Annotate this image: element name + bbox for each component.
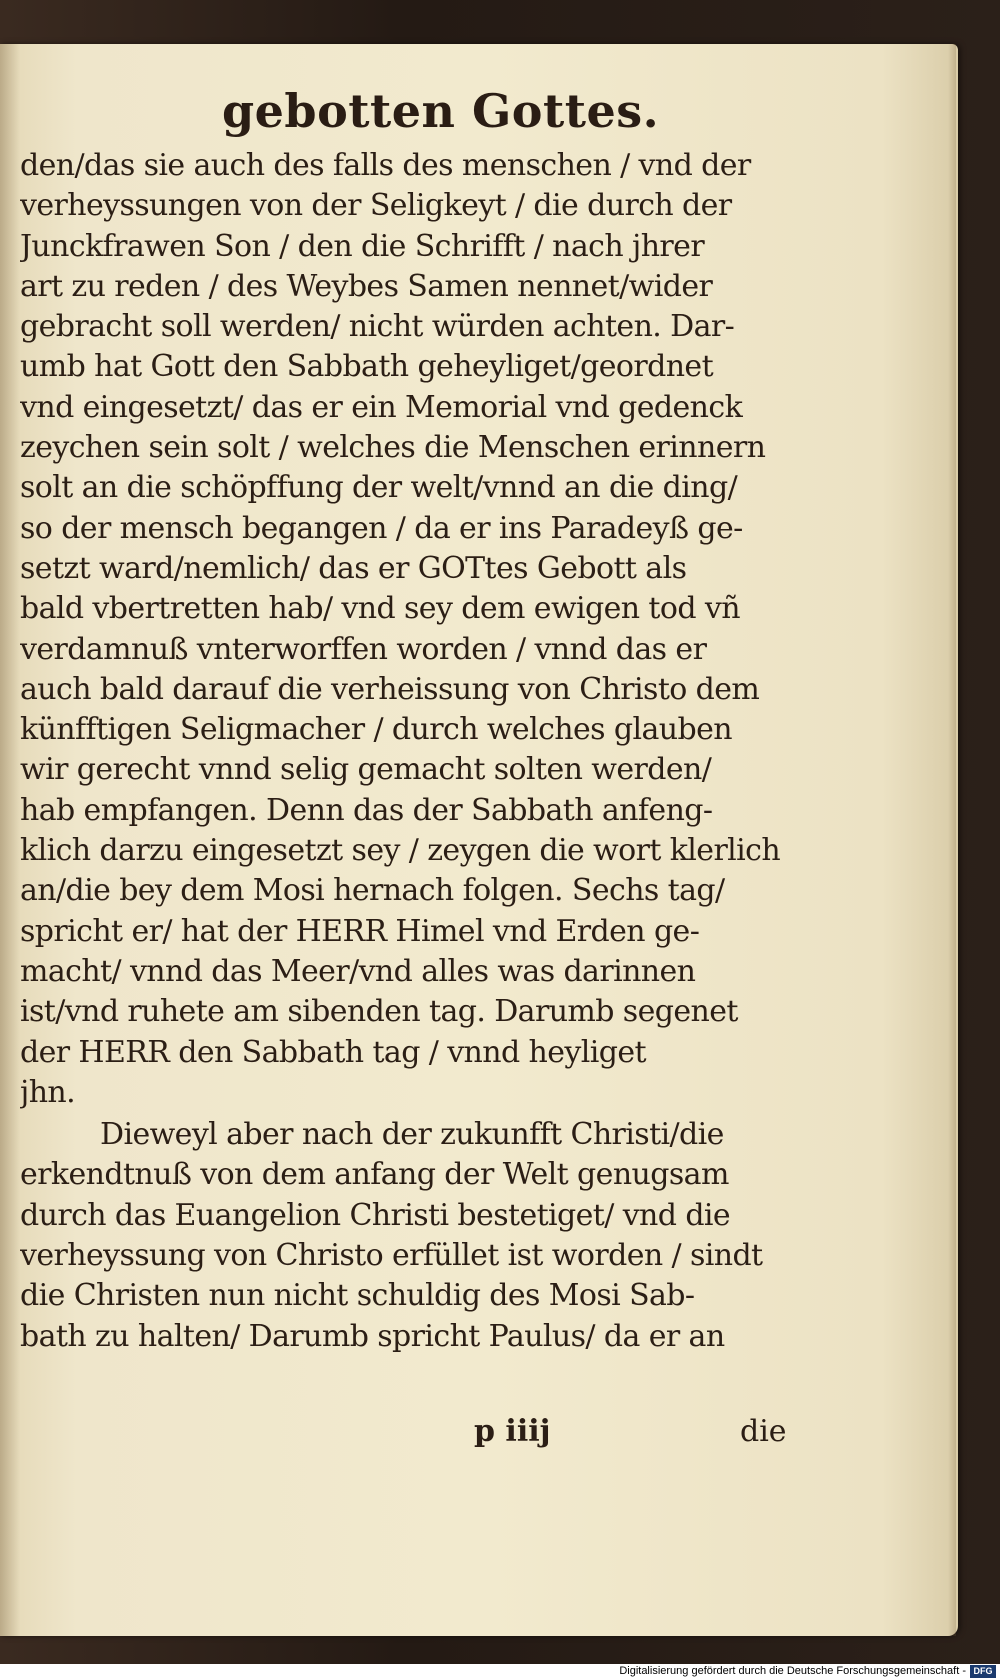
text-line: die Christen nun nicht schuldig des Mosi Sab- [20,1278,695,1314]
text-line: Junckfrawen Son / den die Schrifft / nach jhrer [20,228,705,264]
text-line: verheyssungen von der Seligkeyt / die durch der [20,188,732,224]
text-line: auch bald darauf die verheissung von Christo dem [20,671,760,707]
text-line: vnd eingesetzt/ das er ein Memorial vnd gedenck [20,389,743,425]
text-line: art zu reden / des Weybes Samen nennet/wider [20,268,713,304]
text-line: macht/ vnnd das Meer/vnd alles was darinnen [20,953,696,989]
text-line: so der mensch begangen / da er ins Paradeyß ge- [20,510,743,546]
text-line: setzt ward/nemlich/ das er GOTtes Gebott als [20,550,687,586]
text-line: erkendtnuß von dem anfang der Welt genugsam [20,1157,729,1193]
text-line: an/die bey dem Mosi hernach folgen. Sechs tag/ [20,873,725,909]
text-line: gebracht soll werden/ nicht würden achten. Dar- [20,309,735,345]
text-line: bath zu halten/ Darumb spricht Paulus/ da er an [20,1318,725,1354]
text-line: klich darzu eingesetzt sey / zeygen die wort klerlich [20,833,781,869]
page-edge [948,44,956,1636]
text-line: solt an die schöpffung der welt/vnnd an die ding/ [20,470,738,506]
digitization-footer [0,1664,1000,1680]
book-page [0,44,958,1636]
text-line: umb hat Gott den Sabbath geheyliget/geordnet [20,349,714,385]
text-line: künfftigen Seligmacher / durch welches glauben [20,712,732,748]
text-line: jhn. [20,1074,76,1110]
text-line: ist/vnd ruhete am sibenden tag. Darumb segenet [20,994,738,1030]
text-line: wir gerecht vnnd selig gemacht solten werden/ [20,752,712,788]
body-text [20,146,800,1357]
funding-credit: Digitalisierung gefördert durch die Deutsche Forschungsgemeinschaft - [619,1665,966,1677]
dfg-logo: DFG [970,1665,996,1678]
text-line: spricht er/ hat der HERR Himel vnd Erden ge- [20,913,700,949]
text-line: der HERR den Sabbath tag / vnnd heyliget [20,1034,646,1070]
text-line: hab empfangen. Denn das der Sabbath anfeng- [20,792,713,828]
text-line: verdamnuß vnterworffen worden / vnnd das er [20,631,707,667]
text-line: verheyssung von Christo erfüllet ist worden / sindt [20,1238,763,1274]
catchword: die [740,1414,787,1449]
gutter-shadow [0,44,20,1636]
text-line: bald vbertretten hab/ vnd sey dem ewigen tod vñ [20,591,740,627]
paragraph-start-line: Dieweyl aber nach der zukunfft Christi/die [100,1117,724,1153]
text-line: zeychen sein solt / welches die Menschen erinnern [20,430,766,466]
text-line: durch das Euangelion Christi bestetiget/ vnd die [20,1197,731,1233]
signature-line [20,1414,800,1456]
signature-mark: p iiij [474,1414,551,1449]
text-line: den/das sie auch des falls des menschen / vnd der [20,148,751,183]
running-head: gebotten Gottes. [222,84,660,138]
